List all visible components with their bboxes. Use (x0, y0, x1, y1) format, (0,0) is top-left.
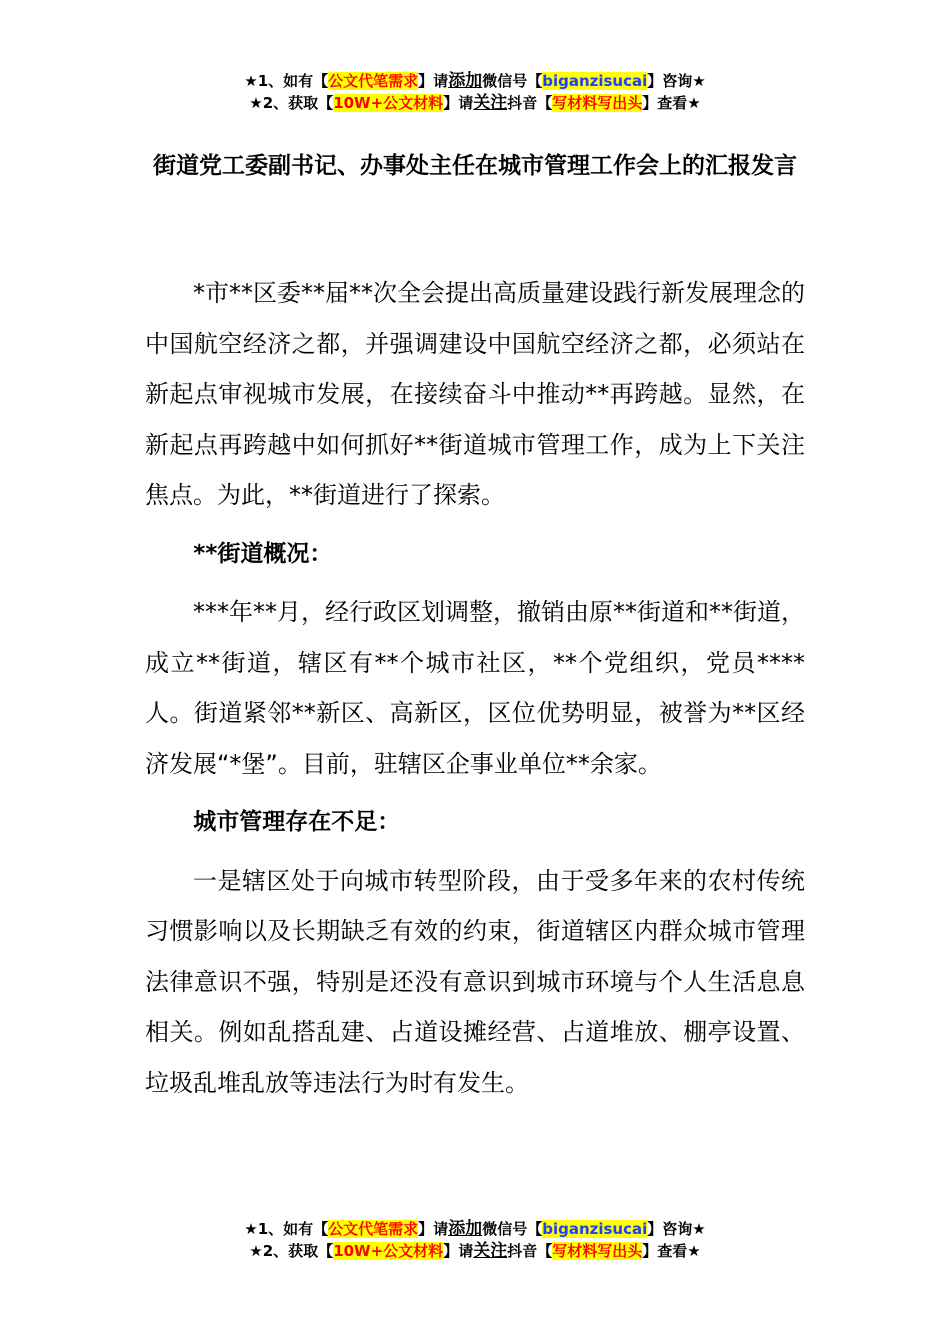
notice-text: ★2、获取【 (249, 1242, 334, 1260)
notice-highlight-service: 公文代笔需求 (328, 72, 419, 90)
notice-text: ★1、如有【 (244, 1220, 329, 1238)
notice-line-1 (0, 1218, 950, 1240)
document-body (145, 268, 805, 1108)
notice-text: 】查看★ (642, 94, 701, 112)
notice-emphasis: 添加 (448, 71, 483, 91)
notice-highlight-douyin: 写材料写出头 (552, 1242, 643, 1260)
notice-highlight-materials: 10W+公文材料 (333, 1242, 444, 1260)
notice-text: 】查看★ (642, 1242, 701, 1260)
header-notice (0, 70, 950, 114)
notice-text: 】请 (443, 1242, 474, 1260)
notice-text: 微信号【 (482, 1220, 543, 1238)
notice-emphasis: 添加 (448, 1219, 483, 1239)
notice-text: 】咨询★ (647, 1220, 706, 1238)
notice-highlight-douyin: 写材料写出头 (552, 94, 643, 112)
notice-highlight-service: 公文代笔需求 (328, 1220, 419, 1238)
paragraph-intro: *市**区委**届**次全会提出高质量建设践行新发展理念的中国航空经济之都，并强调建设中国航空经济之都，必须站在新起点审视城市发展，在接续奋斗中推动**再跨越。显然，在新起点再跨越中如何抓好**街道城市管理工作，成为上下关注焦点。为此，**街道进行了探索。 (145, 279, 805, 509)
section-heading-problems: 城市管理存在不足： (193, 809, 401, 835)
document-title: 街道党工委副书记、办事处主任在城市管理工作会上的汇报发言 (153, 153, 797, 179)
notice-highlight-wechat-id: biganzisucai (542, 72, 648, 90)
notice-text: 微信号【 (482, 72, 543, 90)
notice-text: ★1、如有【 (244, 72, 329, 90)
notice-highlight-wechat-id: biganzisucai (542, 1220, 648, 1238)
notice-highlight-materials: 10W+公文材料 (333, 94, 444, 112)
notice-emphasis: 关注 (473, 1241, 508, 1261)
notice-text: 】请 (443, 94, 474, 112)
notice-line-1 (0, 70, 950, 92)
notice-text: 】请 (418, 72, 449, 90)
notice-text: 抖音【 (507, 1242, 553, 1260)
notice-line-2 (0, 92, 950, 114)
notice-text: 】请 (418, 1220, 449, 1238)
notice-emphasis: 关注 (473, 93, 508, 113)
footer-notice (0, 1218, 950, 1262)
paragraph-problem-1: 一是辖区处于向城市转型阶段，由于受多年来的农村传统习惯影响以及长期缺乏有效的约束，街道辖区内群众城市管理法律意识不强，特别是还没有意识到城市环境与个人生活息息相关。例如乱搭乱建、占道设摊经营、占道堆放、棚亭设置、垃圾乱堆乱放等违法行为时有发生。 (145, 866, 805, 1097)
section-heading-overview: **街道概况： (193, 540, 333, 567)
notice-text: 】咨询★ (647, 72, 706, 90)
notice-text: 抖音【 (507, 94, 553, 112)
notice-text: ★2、获取【 (249, 94, 334, 112)
notice-line-2 (0, 1240, 950, 1262)
paragraph-overview: ***年**月，经行政区划调整，撤销由原**街道和**街道，成立**街道，辖区有**个城市社区，**个党组织，党员****人。街道紧邻**新区、高新区，区位优势明显，被誉为**区经济发展“*堡”。目前，驻辖区企事业单位**余家。 (145, 598, 805, 778)
